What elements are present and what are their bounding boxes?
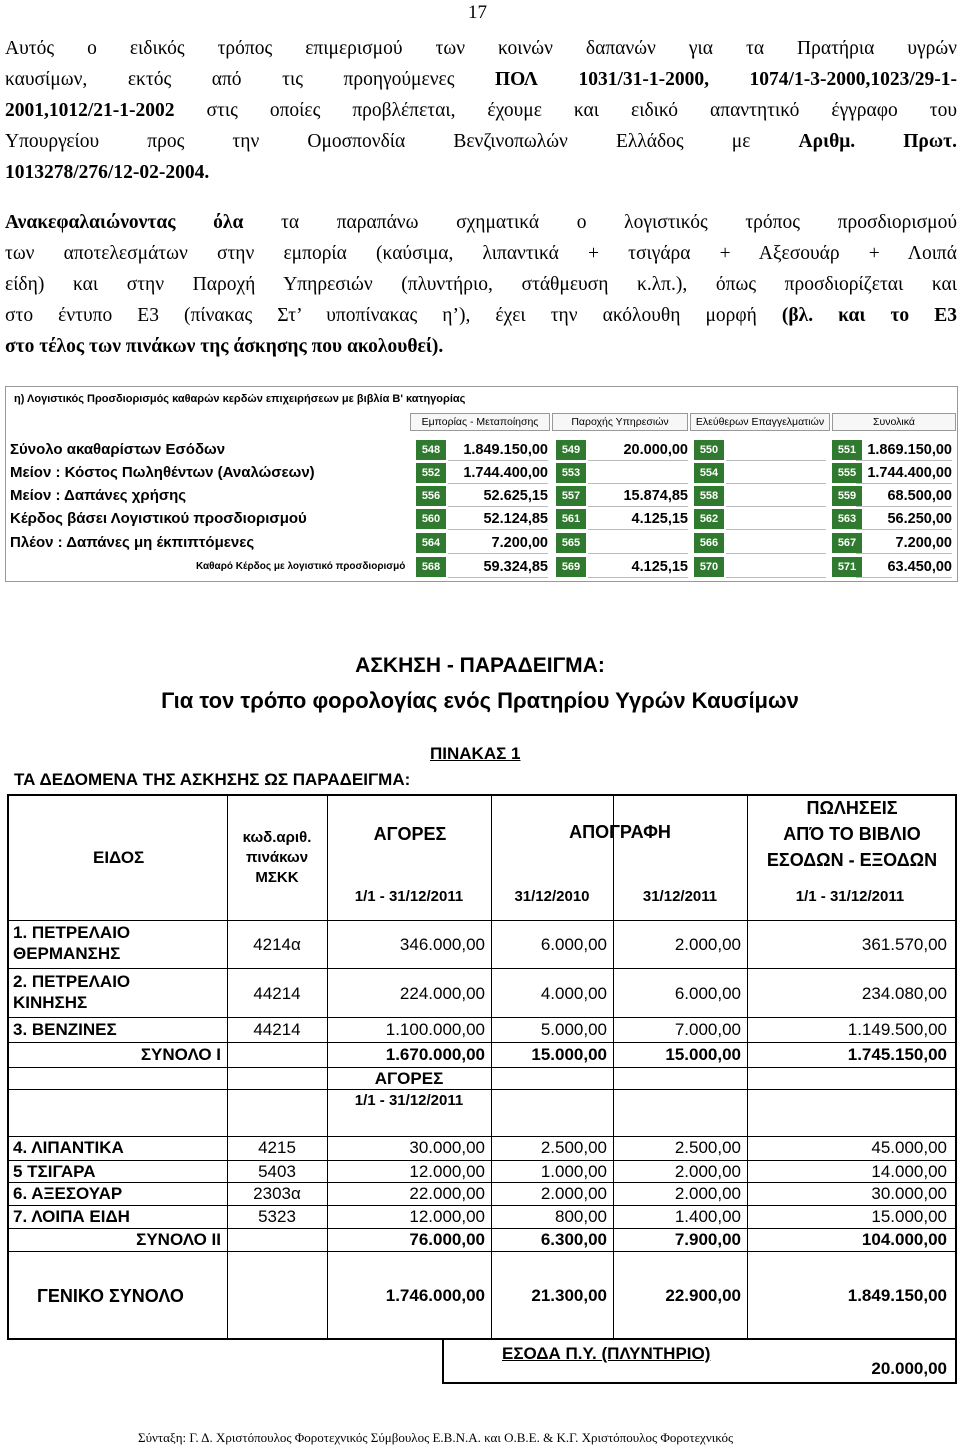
e3-field-value: 15.874,85 xyxy=(588,486,688,507)
e3-row-label: Κέρδος βάσει Λογιστικού προσδιορισμού xyxy=(10,510,307,527)
header-poliseis: ΕΣΟΔΩΝ - ΕΞΟΔΩΝ xyxy=(766,850,938,870)
e3-field-value xyxy=(726,557,826,578)
para1-line4: Υπουργείου προς την Ομοσπονδία Βενζινοπωλών Ελλάδος με Αριθμ. Πρωτ. xyxy=(5,131,957,152)
row-code: 5403 xyxy=(258,1162,296,1181)
row-agores: 12.000,00 xyxy=(409,1207,485,1226)
header-date: 1/1 - 31/12/2011 xyxy=(354,888,464,905)
row-ap1: 1.000,00 xyxy=(540,1162,607,1181)
para1-line3: 2001,1012/21-1-2002 στις οποίες προβλέπεται, έχουμε και ειδικό απαντητικό έγγραφο του xyxy=(5,100,957,121)
e3-field-code: 563 xyxy=(832,509,862,529)
e3-field-value xyxy=(726,463,826,484)
e3-field-value xyxy=(588,463,688,484)
header-date: 1/1 - 31/12/2011 xyxy=(795,888,905,905)
row-ap1: 2.500,00 xyxy=(540,1138,607,1157)
para2-line4: στο έντυπο Ε3 (πίνακας Στ’ υποπίνακας η’), έχει την ακόλουθη μορφή (βλ. και το Ε3 xyxy=(5,305,957,326)
row-name: 7. ΛΟΙΠΑ ΕΙΔΗ xyxy=(13,1207,130,1226)
total-ap2: 22.900,00 xyxy=(665,1286,741,1305)
e3-row-label: Πλέον : Δαπάνες μη έκπιπτόμενες xyxy=(10,534,255,551)
para1-line2: καυσίμων, εκτός από τις προηγούμενες ΠΟΛ 1031/31-1-2000, 1074/1-3-2000,1023/29-1- xyxy=(5,69,957,90)
sum2-agores: 76.000,00 xyxy=(409,1230,485,1249)
sum2-ap1: 6.300,00 xyxy=(540,1230,607,1249)
data-title: ΤΑ ΔΕΔΟΜΕΝΑ ΤΗΣ ΑΣΚΗΣΗΣ ΩΣ ΠΑΡΑΔΕΙΓΜΑ: xyxy=(14,770,411,789)
row-code: 44214 xyxy=(253,984,301,1003)
e3-field-value: 52.124,85 xyxy=(448,509,548,530)
row-name: ΚΙΝΗΣΗΣ xyxy=(13,993,88,1012)
row-code: 44214 xyxy=(253,1020,301,1039)
total-pol: 1.849.150,00 xyxy=(847,1286,947,1305)
row-pol: 15.000,00 xyxy=(871,1207,947,1226)
e3-field-value: 20.000,00 xyxy=(588,440,688,461)
e3-form-table xyxy=(5,386,958,582)
e3-field-code: 556 xyxy=(416,486,446,506)
e3-field-value: 1.744.400,00 xyxy=(448,463,548,484)
e3-field-value: 7.200,00 xyxy=(856,533,952,554)
para1-line5: 1013278/276/12-02-2004. xyxy=(5,162,210,183)
e3-field-value xyxy=(726,509,826,530)
row-pol: 1.149.500,00 xyxy=(847,1020,947,1039)
e3-field-value xyxy=(726,440,826,461)
header-code: κωδ.αριθ. xyxy=(242,829,312,846)
e3-field-code: 559 xyxy=(832,486,862,506)
e3-field-code: 571 xyxy=(832,557,862,577)
sum1-ap1: 15.000,00 xyxy=(531,1045,607,1064)
e3-field-code: 551 xyxy=(832,440,862,460)
row-agores: 1.100.000,00 xyxy=(385,1020,485,1039)
row-ap2: 7.000,00 xyxy=(674,1020,741,1039)
header-date: 31/12/2011 xyxy=(642,888,718,905)
sum1-label: ΣΥΝΟΛΟ Ι xyxy=(140,1045,221,1064)
e3-field-code: 569 xyxy=(556,557,586,577)
e3-field-code: 555 xyxy=(832,463,862,483)
row-name: 4. ΛΙΠΑΝΤΙΚΑ xyxy=(13,1138,124,1157)
sum1-pol: 1.745.150,00 xyxy=(847,1045,947,1064)
row-name: 3. ΒΕΝΖΙΝΕΣ xyxy=(13,1020,117,1039)
exercise-subtitle: Για τον τρόπο φορολογίας ενός Πρατηρίου Υγρών Καυσίμων xyxy=(161,688,799,713)
e3-field-code: 552 xyxy=(416,463,446,483)
e3-field-code: 566 xyxy=(694,533,724,553)
e3-field-code: 567 xyxy=(832,533,862,553)
e3-field-value: 1.849.150,00 xyxy=(448,440,548,461)
row-ap1: 6.000,00 xyxy=(540,935,607,954)
total-ap1: 21.300,00 xyxy=(531,1286,607,1305)
row-pol: 14.000,00 xyxy=(871,1162,947,1181)
e3-field-value xyxy=(588,533,688,554)
row-agores: 224.000,00 xyxy=(399,984,485,1003)
e3-field-code: 568 xyxy=(416,557,446,577)
e3-row-label: Μείον : Κόστος Πωληθέντων (Αναλώσεων) xyxy=(10,464,315,481)
e3-field-code: 562 xyxy=(694,509,724,529)
row-name: 5 ΤΣΙΓΑΡΑ xyxy=(13,1162,96,1181)
row-name: 1. ΠΕΤΡΕΛΑΙΟ xyxy=(13,923,131,942)
exercise-data-table xyxy=(7,794,957,1340)
e3-field-code: 560 xyxy=(416,509,446,529)
sum2-label: ΣΥΝΟΛΟ ΙΙ xyxy=(136,1230,221,1249)
row-pol: 234.080,00 xyxy=(861,984,947,1003)
e3-col-header: Παροχής Υπηρεσιών xyxy=(552,413,688,431)
e3-field-code: 565 xyxy=(556,533,586,553)
footer-author: Σύνταξη: Γ. Δ. Χριστόπουλος Φοροτεχνικός Σύμβουλος Ε.Β.Ν.Α. και Ο.Β.Ε. & Κ.Γ. Χριστόπουλος Φοροτεχνικός xyxy=(138,1430,734,1445)
row-ap2: 1.400,00 xyxy=(674,1207,741,1226)
header-agores: ΑΓΟΡΕΣ xyxy=(373,824,447,844)
row-code: 4214α xyxy=(253,935,301,954)
e3-caption: η) Λογιστικός Προσδιορισμός καθαρών κερδών επιχειρήσεων με βιβλία Β' κατηγορίας xyxy=(14,393,466,405)
e3-field-value: 59.324,85 xyxy=(448,557,548,578)
mid-header-agores: ΑΓΟΡΕΣ xyxy=(374,1069,444,1088)
row-agores: 22.000,00 xyxy=(409,1184,485,1203)
mid-header-date: 1/1 - 31/12/2011 xyxy=(354,1092,464,1109)
header-poliseis: ΠΩΛΗΣΕΙΣ xyxy=(806,798,898,818)
row-pol: 361.570,00 xyxy=(861,935,947,954)
row-agores: 12.000,00 xyxy=(409,1162,485,1181)
row-pol: 45.000,00 xyxy=(871,1138,947,1157)
e3-col-header: Εμπορίας - Μεταποίησης xyxy=(410,413,550,431)
sum2-ap2: 7.900,00 xyxy=(674,1230,741,1249)
row-code: 5323 xyxy=(258,1207,296,1226)
row-ap2: 2.000,00 xyxy=(674,1184,741,1203)
row-name: 2. ΠΕΤΡΕΛΑΙΟ xyxy=(13,972,131,991)
row-ap1: 4.000,00 xyxy=(540,984,607,1003)
row-agores: 346.000,00 xyxy=(399,935,485,954)
para2-line5: στο τέλος των πινάκων της άσκησης που ακολουθεί). xyxy=(5,336,444,357)
e3-field-value: 1.744.400,00 xyxy=(856,463,952,484)
e3-field-code: 558 xyxy=(694,486,724,506)
e3-field-code: 557 xyxy=(556,486,586,506)
e3-row-label: Καθαρό Κέρδος με λογιστικό προσδιορισμό xyxy=(196,561,406,572)
sum2-pol: 104.000,00 xyxy=(861,1230,947,1249)
e3-row-label: Σύνολο ακαθαρίστων Εσόδων xyxy=(10,441,226,458)
e3-col-header: Συνολικά xyxy=(832,413,956,431)
paragraph-intro xyxy=(5,33,957,188)
e3-field-value: 4.125,15 xyxy=(588,509,688,530)
para2-line2: των αποτελεσμάτων στην εμπορία (καύσιμα, λιπαντικά + τσιγάρα + Αξεσουάρ + Λοιπά xyxy=(5,243,957,264)
row-name: 6. ΑΞΕΣΟΥΑΡ xyxy=(13,1184,123,1203)
e3-field-value: 52.625,15 xyxy=(448,486,548,507)
row-pol: 30.000,00 xyxy=(871,1184,947,1203)
e3-col-header: Ελεύθερων Επαγγελματιών xyxy=(690,413,830,431)
header-date: 31/12/2010 xyxy=(514,888,590,905)
sum1-agores: 1.670.000,00 xyxy=(385,1045,485,1064)
e3-field-code: 549 xyxy=(556,440,586,460)
exercise-title: ΑΣΚΗΣΗ - ΠΑΡΑΔΕΙΓΜΑ: xyxy=(355,654,605,677)
header-apografi: ΑΠΟΓΡΑΦΗ xyxy=(569,822,671,842)
row-name: ΘΕΡΜΑΝΣΗΣ xyxy=(13,944,121,963)
row-agores: 30.000,00 xyxy=(409,1138,485,1157)
e3-field-value: 7.200,00 xyxy=(448,533,548,554)
paragraph-summary xyxy=(5,207,957,362)
e3-field-code: 548 xyxy=(416,440,446,460)
row-code: 4215 xyxy=(258,1138,296,1157)
page-number: 17 xyxy=(468,2,487,23)
e3-field-value: 68.500,00 xyxy=(856,486,952,507)
e3-field-value xyxy=(726,486,826,507)
header-code: ΜΣΚΚ xyxy=(255,869,299,886)
e3-field-code: 570 xyxy=(694,557,724,577)
total-label: ΓΕΝΙΚΟ ΣΥΝΟΛΟ xyxy=(37,1286,184,1306)
e3-field-code: 564 xyxy=(416,533,446,553)
row-ap1: 800,00 xyxy=(555,1207,607,1226)
e3-field-code: 553 xyxy=(556,463,586,483)
e3-field-code: 554 xyxy=(694,463,724,483)
header-code: πινάκων xyxy=(245,849,309,866)
row-ap2: 2.500,00 xyxy=(674,1138,741,1157)
sum1-ap2: 15.000,00 xyxy=(665,1045,741,1064)
para1-line1: Αυτός ο ειδικός τρόπος επιμερισμού των κοινών δαπανών για τα Πρατήρια υγρών xyxy=(5,38,957,59)
row-ap2: 2.000,00 xyxy=(674,935,741,954)
table-number-title: ΠΙΝΑΚΑΣ 1 xyxy=(430,744,521,763)
header-poliseis: ΑΠΌ ΤΟ ΒΙΒΛΙΟ xyxy=(783,824,921,844)
header-eidos: ΕΙΔΟΣ xyxy=(93,848,145,867)
e3-field-value: 56.250,00 xyxy=(856,509,952,530)
services-income-box xyxy=(442,1340,957,1384)
services-income-value: 20.000,00 xyxy=(871,1359,947,1378)
e3-field-value: 63.450,00 xyxy=(856,557,952,578)
services-income-label: ΕΣΟΔΑ Π.Υ. (ΠΛΥΝΤΗΡΙΟ) xyxy=(502,1344,711,1363)
row-ap2: 2.000,00 xyxy=(674,1162,741,1181)
row-ap1: 5.000,00 xyxy=(540,1020,607,1039)
total-agores: 1.746.000,00 xyxy=(385,1286,485,1305)
row-code: 2303α xyxy=(253,1184,301,1203)
e3-field-code: 550 xyxy=(694,440,724,460)
row-ap2: 6.000,00 xyxy=(674,984,741,1003)
e3-field-code: 561 xyxy=(556,509,586,529)
e3-field-value: 1.869.150,00 xyxy=(856,440,952,461)
para2-line1: Ανακεφαλαιώνοντας όλα τα παραπάνω σχηματικά ο λογιστικός τρόπος προσδιορισμού xyxy=(5,212,957,233)
e3-row-label: Μείον : Δαπάνες χρήσης xyxy=(10,487,187,504)
row-ap1: 2.000,00 xyxy=(540,1184,607,1203)
e3-field-value xyxy=(726,533,826,554)
e3-field-value: 4.125,15 xyxy=(588,557,688,578)
para2-line3: είδη) και στην Παροχή Υπηρεσιών (πλυντήριο, στάθμευση κ.λπ.), όπως προσδιορίζεται και xyxy=(5,274,957,295)
